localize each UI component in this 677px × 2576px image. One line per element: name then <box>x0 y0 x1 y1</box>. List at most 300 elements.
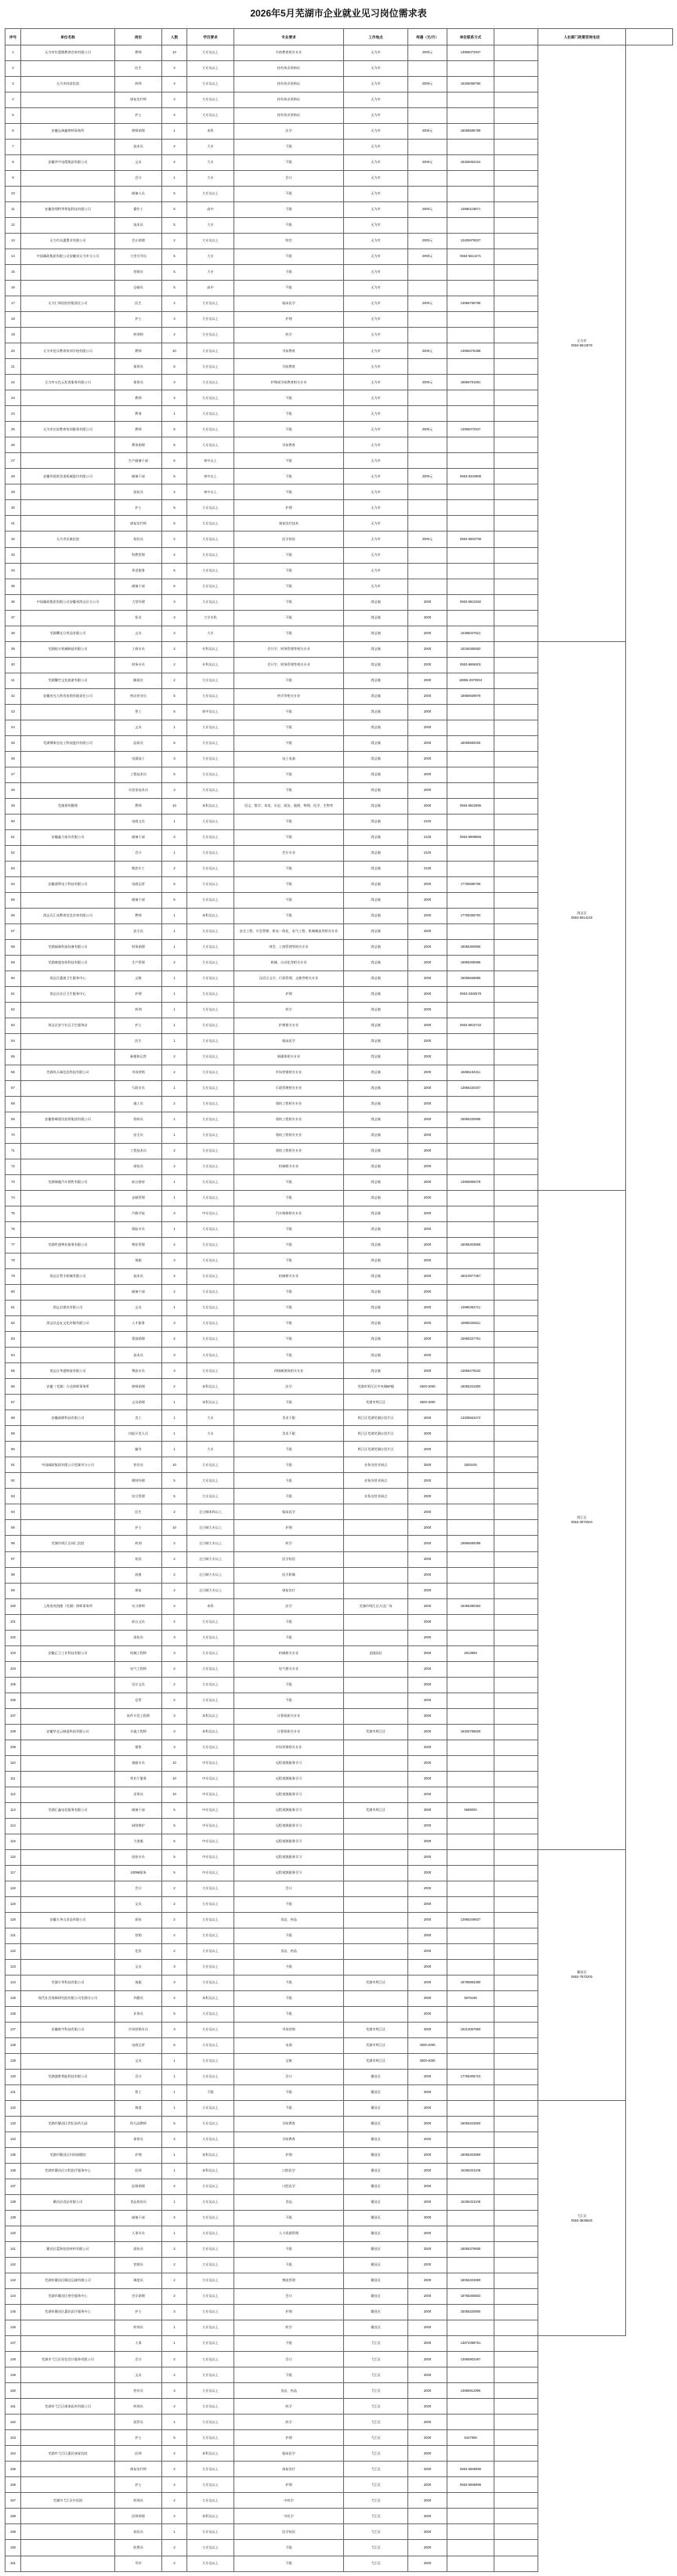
post-name: 安全员 <box>115 1128 162 1144</box>
major-requirement: 不限 <box>234 829 344 845</box>
work-location: 湾沚镇 <box>344 610 408 626</box>
education-requirement: 初中以上 <box>187 469 234 484</box>
company-name: 芜湖福瑞科技装备有限公司 <box>21 939 115 955</box>
education-requirement: 初中以上 <box>187 453 234 469</box>
headcount: 5 <box>162 359 187 375</box>
education-requirement: 大专及以上 <box>187 1097 234 1112</box>
row-number: 70 <box>5 1128 21 1144</box>
contact-phone: 0553-5695996 <box>447 2462 494 2477</box>
post-name: 调度 <box>115 2101 162 2117</box>
major-requirement: 临床医学 <box>234 296 344 312</box>
work-location: 弋江区 <box>344 2524 408 2540</box>
work-location: 无为市 <box>344 532 408 547</box>
major-requirement: 康复治疗 <box>234 2462 344 2477</box>
contact-extra <box>494 767 538 782</box>
headcount: 2 <box>162 1583 187 1598</box>
contact-phone <box>447 1567 494 1583</box>
salary: 2000 <box>408 2336 447 2352</box>
headcount: 1 <box>162 923 187 939</box>
row-number: 87 <box>5 1395 21 1410</box>
major-requirement: 不限 <box>234 908 344 923</box>
headcount: 2 <box>162 1614 187 1630</box>
major-requirement: 不限 <box>234 876 344 892</box>
salary <box>408 390 447 406</box>
work-location: 繁昌区 <box>344 2101 408 2117</box>
contact-phone <box>447 1222 494 1238</box>
contact-extra <box>494 1928 538 1943</box>
major-requirement: 市场营销相关专业 <box>234 1740 344 1755</box>
headcount: 2 <box>162 2211 187 2226</box>
headcount: 10 <box>162 798 187 814</box>
table-row <box>5 2540 673 2556</box>
work-location: 繁昌区 <box>344 2132 408 2148</box>
headcount: 2 <box>162 1144 187 1159</box>
contact-extra <box>494 923 538 939</box>
row-number: 86 <box>5 1379 21 1395</box>
post-name: 检验 <box>115 1551 162 1567</box>
row-number: 83 <box>5 1332 21 1348</box>
post-name: 大客服 <box>115 1834 162 1849</box>
education-requirement: 大专及以上 <box>187 2320 234 2336</box>
education-requirement: 大专及以上 <box>187 1661 234 1677</box>
salary: 2500 <box>408 1598 447 1614</box>
contact-extra <box>494 1975 538 1990</box>
headcount: 1 <box>162 2164 187 2179</box>
salary: 2000 <box>408 798 447 814</box>
contact-extra <box>494 1379 538 1395</box>
contact-phone: 0553-6614271 <box>447 249 494 265</box>
major-requirement: 不限 <box>234 704 344 720</box>
contact-extra <box>494 2540 538 2556</box>
work-location: 湾沚镇 <box>344 1222 408 1238</box>
row-number: 38 <box>5 626 21 641</box>
salary: 2000 <box>408 1238 447 1254</box>
education-requirement: 本科 <box>187 124 234 140</box>
post-name: 行政专员 <box>115 1081 162 1097</box>
contact-phone: 13872398761 <box>447 2336 494 2352</box>
education-requirement: 大专及以上 <box>187 2399 234 2415</box>
work-location: 无为市 <box>344 437 408 453</box>
contact-phone: 18056595789 <box>447 124 494 140</box>
contact-extra <box>494 1426 538 1442</box>
work-location: 湾沚镇 <box>344 1285 408 1301</box>
post-name: 医生 <box>115 296 162 312</box>
row-number: 3 <box>5 77 21 93</box>
major-requirement: 食品、药品 <box>234 2383 344 2399</box>
post-name: 食品质检员 <box>115 2195 162 2211</box>
row-number: 88 <box>5 1410 21 1426</box>
headcount: 2 <box>162 532 187 547</box>
headcount: 5 <box>162 1802 187 1818</box>
education-requirement: 大专 <box>187 1426 234 1442</box>
row-number: 49 <box>5 798 21 814</box>
contact-extra <box>494 986 538 1002</box>
post-name: 业务员 <box>115 2006 162 2022</box>
work-location: 无为市 <box>344 202 408 218</box>
contact-extra <box>494 265 538 281</box>
contact-phone: 13956766798 <box>447 296 494 312</box>
major-requirement: 护理 <box>234 312 344 328</box>
row-number: 24 <box>5 406 21 422</box>
company-name <box>21 720 115 735</box>
major-requirement: 不限 <box>234 265 344 281</box>
work-location: 弋江区 <box>344 2430 408 2446</box>
salary: 2000 <box>408 1693 447 1708</box>
education-requirement: 大专及以上 <box>187 1881 234 1896</box>
salary: 2000 <box>408 1159 447 1175</box>
company-name <box>21 1943 115 1959</box>
company-name <box>21 2101 115 2117</box>
education-requirement: 大专及以上 <box>187 1002 234 1018</box>
headcount: 10 <box>162 1520 187 1536</box>
major-requirement: 四线制建筑相关专业 <box>234 1363 344 1379</box>
row-number: 37 <box>5 610 21 626</box>
major-requirement: 财会 <box>234 234 344 249</box>
work-location <box>344 1520 408 1536</box>
row-number: 130 <box>5 2070 21 2085</box>
salary: 2000 <box>408 1724 447 1740</box>
headcount: 2 <box>162 1551 187 1567</box>
row-number: 72 <box>5 1159 21 1175</box>
contact-extra <box>494 939 538 955</box>
contact-phone <box>447 563 494 579</box>
education-requirement: 大专及以上 <box>187 767 234 782</box>
row-number: 23 <box>5 390 21 406</box>
major-requirement: 持有执业资格证 <box>234 77 344 93</box>
salary: 2000元 <box>408 234 447 249</box>
work-location: 湾沚镇 <box>344 1144 408 1159</box>
work-location: 无为市 <box>344 124 408 140</box>
post-name: 大堂引导员 <box>115 249 162 265</box>
post-name: 药剂师 <box>115 328 162 343</box>
company-name <box>21 1755 115 1771</box>
major-requirement: 学前教育 <box>234 343 344 359</box>
company-name <box>21 2383 115 2399</box>
company-name <box>21 2320 115 2336</box>
headcount: 1 <box>162 2085 187 2101</box>
salary: 2000 <box>408 2305 447 2320</box>
contact-phone <box>447 1896 494 1912</box>
education-requirement: 大专及以上 <box>187 2054 234 2070</box>
contact-phone <box>447 390 494 406</box>
contact-phone <box>447 1630 494 1645</box>
header-cell: 人社部门政策咨询电话 <box>538 29 626 45</box>
contact-phone: 13966352711 <box>447 1301 494 1316</box>
row-number: 1 <box>5 45 21 61</box>
education-requirement: 大专及以上 <box>187 1033 234 1049</box>
company-name: 芜湖市弋江区恒信会计服务有限公司 <box>21 2352 115 2367</box>
row-number: 142 <box>5 2258 21 2273</box>
work-location: 无为市 <box>344 547 408 563</box>
salary: 2000 <box>408 1410 447 1426</box>
headcount: 1 <box>162 2226 187 2242</box>
major-requirement: 医学影像 <box>234 1567 344 1583</box>
salary: 2100 <box>408 829 447 845</box>
row-number: 148 <box>5 2352 21 2367</box>
post-name: 质检员 <box>115 1159 162 1175</box>
education-requirement: 大专及以上 <box>187 1912 234 1928</box>
work-location: 繁昌区 <box>344 2258 408 2273</box>
header-cell <box>494 29 538 45</box>
headcount: 2 <box>162 1990 187 2006</box>
salary <box>408 93 447 108</box>
headcount: 2 <box>162 1285 187 1301</box>
row-number: 143 <box>5 2273 21 2289</box>
education-requirement: 大专及以上 <box>187 1191 234 1206</box>
company-name <box>21 2037 115 2053</box>
post-name: 储备干部 <box>115 1802 162 1818</box>
major-requirement: 不限 <box>234 1285 344 1301</box>
education-requirement: 大专及以上 <box>187 2289 234 2305</box>
row-number: 11 <box>5 202 21 218</box>
post-name: 数控车工 <box>115 861 162 876</box>
row-number: 89 <box>5 1426 21 1442</box>
row-number: 45 <box>5 735 21 751</box>
education-requirement: 大专及以上 <box>187 187 234 202</box>
contact-extra <box>494 437 538 453</box>
work-location: 湾沚镇 <box>344 594 408 610</box>
headcount: 5 <box>162 735 187 751</box>
work-location <box>344 1504 408 1520</box>
contact-phone <box>447 2226 494 2242</box>
major-requirement: 不限 <box>234 1316 344 1332</box>
contact-extra <box>494 296 538 312</box>
row-number: 64 <box>5 1033 21 1049</box>
contact-extra <box>494 2195 538 2211</box>
salary: 2000 <box>408 2242 447 2258</box>
major-requirement: 中药学 <box>234 2493 344 2509</box>
company-name: 安徽华宇电缆集团有限公司 <box>21 155 115 171</box>
work-location: 芜湖市鸠江区 <box>344 2022 408 2037</box>
education-requirement: 大专及以上 <box>187 1489 234 1504</box>
education-requirement: 大专及以上 <box>187 437 234 453</box>
contact-phone: 13956072947 <box>447 45 494 61</box>
region-consult-phone: 湾沚区 0553-6914219 <box>538 641 626 1191</box>
salary: 2000 <box>408 1332 447 1348</box>
contact-extra <box>494 1033 538 1049</box>
education-requirement: 大专及以上 <box>187 1975 234 1990</box>
company-name: 湾沚区利丰机械有限公司 <box>21 1269 115 1285</box>
contact-phone: 18955330986 <box>447 1112 494 1128</box>
major-requirement: 法学 <box>234 1379 344 1395</box>
company-name: 湾沚区华盛物流有限公司 <box>21 1363 115 1379</box>
company-name: 湾沚区惠康卫生服务中心 <box>21 971 115 986</box>
major-requirement: 学前教育 <box>234 2132 344 2148</box>
contact-phone: 18155356583 <box>447 641 494 657</box>
headcount: 5 <box>162 1818 187 1834</box>
row-number: 18 <box>5 312 21 328</box>
salary: 2000 <box>408 1567 447 1583</box>
post-name: 质管员 <box>115 2415 162 2430</box>
table-row <box>5 2399 673 2415</box>
post-name: 调度员 <box>115 2273 162 2289</box>
work-location: 芜湖市鸠江区 <box>344 2037 408 2053</box>
post-name: 会计 <box>115 171 162 187</box>
post-name: 质检员 <box>115 1630 162 1645</box>
table-row <box>5 641 673 657</box>
headcount: 1 <box>162 2320 187 2336</box>
row-number: 147 <box>5 2336 21 2352</box>
company-name <box>21 1818 115 1834</box>
work-location: 湾沚镇 <box>344 735 408 751</box>
company-name <box>21 1489 115 1504</box>
headcount: 10 <box>162 1457 187 1473</box>
row-number: 112 <box>5 1787 21 1802</box>
post-name: 药剂员 <box>115 2320 162 2336</box>
education-requirement: 大专及以上 <box>187 2336 234 2352</box>
work-location: 无为市 <box>344 484 408 500</box>
contact-extra <box>494 484 538 500</box>
major-requirement: 不限 <box>234 469 344 484</box>
work-location: 湾沚镇 <box>344 767 408 782</box>
salary <box>408 265 447 281</box>
headcount: 1 <box>162 1002 187 1018</box>
salary: 2000 <box>408 2352 447 2367</box>
post-name: 储备干部 <box>115 829 162 845</box>
education-requirement: 大专及以上 <box>187 955 234 971</box>
company-name: 无为市同济医院 <box>21 77 115 93</box>
education-requirement: 大专 <box>187 155 234 171</box>
major-requirement: 电商 <box>234 2037 344 2053</box>
post-name: 话务员 <box>115 1787 162 1802</box>
headcount: 3 <box>162 1740 187 1755</box>
contact-extra <box>494 1159 538 1175</box>
contact-extra <box>494 1881 538 1896</box>
contact-phone: 0553-6822734 <box>447 1018 494 1033</box>
contact-phone: 0553-6899666 <box>447 829 494 845</box>
major-requirement: 语文、数学、英语、历史、政治、地理、物理、化学、生物等 <box>234 798 344 814</box>
contact-extra <box>494 2273 538 2289</box>
salary: 2000 <box>408 1614 447 1630</box>
major-requirement: 不限 <box>234 1473 344 1489</box>
contact-extra <box>494 1724 538 1740</box>
work-location: 鸠江区芜湖芜湖自贸片区 <box>344 1426 408 1442</box>
headcount: 3 <box>162 594 187 610</box>
salary: 2000 <box>408 923 447 939</box>
company-name <box>21 406 115 422</box>
major-requirement: 机械相关专业 <box>234 1645 344 1661</box>
contact-phone: 19955325511 <box>447 1316 494 1332</box>
salary: 2000 <box>408 1504 447 1520</box>
company-name: 芜湖博泰克电子科技股份有限公司 <box>21 735 115 751</box>
headcount: 4 <box>162 93 187 108</box>
contact-phone: 13405979637 <box>447 234 494 249</box>
post-name: 销售 <box>115 1740 162 1755</box>
work-location: 湾沚镇 <box>344 1081 408 1097</box>
contact-phone: 0553-6822282 <box>447 594 494 610</box>
company-name <box>21 484 115 500</box>
post-name: 化验 <box>115 1943 162 1959</box>
company-name <box>21 704 115 720</box>
post-name: 电气工程师 <box>115 1661 162 1677</box>
education-requirement: 大专 <box>187 140 234 155</box>
salary: 2000 <box>408 1928 447 1943</box>
headcount: 1 <box>162 908 187 923</box>
salary: 2500-3000 <box>408 1379 447 1395</box>
headcount: 1 <box>162 720 187 735</box>
salary: 2000 <box>408 2446 447 2462</box>
salary: 2000 <box>408 2493 447 2509</box>
education-requirement: 不限 <box>187 2085 234 2101</box>
post-name: 理财经理 <box>115 1473 162 1489</box>
major-requirement: 会计专业 <box>234 845 344 861</box>
work-location: 繁昌区 <box>344 2164 408 2179</box>
company-name: 安徽（芜湖）方达律师事务所 <box>21 1379 115 1395</box>
company-name <box>21 437 115 453</box>
education-requirement: 大专 <box>187 626 234 641</box>
contact-phone <box>447 1661 494 1677</box>
contact-phone <box>447 2037 494 2053</box>
contact-phone: 18056560026 <box>447 735 494 751</box>
contact-phone <box>447 1818 494 1834</box>
major-requirement: 药学 <box>234 2415 344 2430</box>
post-name: 设计文员 <box>115 1677 162 1693</box>
row-number: 29 <box>5 484 21 500</box>
contact-phone <box>447 2509 494 2524</box>
major-requirement: 新媒体相关专业 <box>234 1050 344 1065</box>
headcount: 2 <box>162 1050 187 1065</box>
education-requirement: 本科及以上 <box>187 1395 234 1410</box>
company-name: 湾沚区社区卫生服务中心 <box>21 986 115 1002</box>
company-name <box>21 2430 115 2446</box>
salary: 2000 <box>408 2524 447 2540</box>
salary: 2000 <box>408 1802 447 1818</box>
contact-phone <box>447 610 494 626</box>
work-location: 无为市 <box>344 108 408 124</box>
post-name: 医生 <box>115 1504 162 1520</box>
work-location: 芜湖市鸠江区 <box>344 1724 408 1740</box>
contact-extra <box>494 1002 538 1018</box>
company-name: 芜湖市鸠江区同仁医院 <box>21 1536 115 1551</box>
major-requirement: 学前教育 <box>234 2117 344 2132</box>
row-number: 17 <box>5 296 21 312</box>
row-number: 129 <box>5 2054 21 2070</box>
salary: 2000 <box>408 767 447 782</box>
contact-phone: 18755306602 <box>447 2289 494 2305</box>
company-name <box>21 93 115 108</box>
post-name: 护士 <box>115 500 162 516</box>
contact-extra <box>494 2415 538 2430</box>
contact-extra <box>494 359 538 375</box>
post-name: 会计 <box>115 845 162 861</box>
row-number: 122 <box>5 1943 21 1959</box>
work-location: 弋江区 <box>344 2556 408 2571</box>
row-number: 154 <box>5 2446 21 2462</box>
row-number: 14 <box>5 249 21 265</box>
headcount: 1 <box>162 2524 187 2540</box>
education-requirement: 大专 <box>187 265 234 281</box>
row-number: 31 <box>5 516 21 532</box>
contact-phone <box>447 140 494 155</box>
headcount: 4 <box>162 312 187 328</box>
major-requirement: 护理或学前教育相关专业 <box>234 375 344 390</box>
contact-phone <box>447 814 494 829</box>
major-requirement: 安全工程、应急管理、机电一体化、电气工程、机械制造等相关专业 <box>234 923 344 939</box>
row-number: 118 <box>5 1881 21 1896</box>
headcount: 2 <box>162 2289 187 2305</box>
work-location: 芜湖市鸠江区万达广场 <box>344 1598 408 1614</box>
table-row <box>5 2336 673 2352</box>
post-name: 科教管理 <box>115 547 162 563</box>
major-requirement: 不限 <box>234 1191 344 1206</box>
work-location: 湾沚镇 <box>344 955 408 971</box>
contact-phone <box>447 1520 494 1536</box>
work-location: 弋江区 <box>344 2352 408 2367</box>
headcount: 2 <box>162 955 187 971</box>
contact-phone <box>447 2179 494 2195</box>
contact-extra <box>494 782 538 798</box>
headcount: 10 <box>162 1755 187 1771</box>
